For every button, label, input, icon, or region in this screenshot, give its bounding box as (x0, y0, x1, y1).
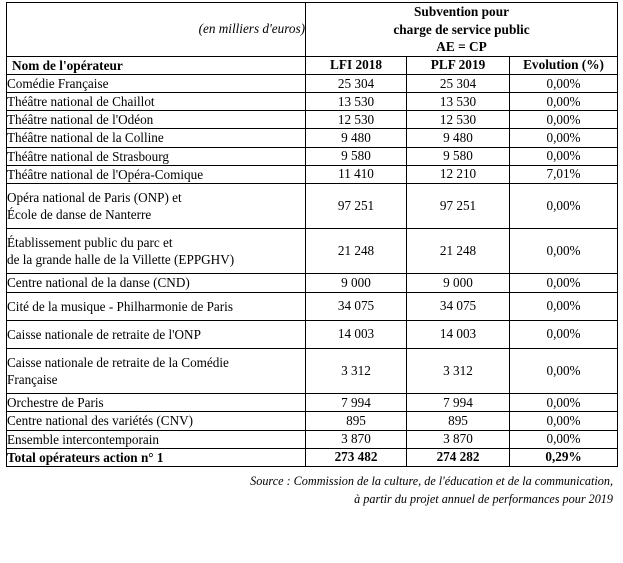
value-evolution: 0,00% (510, 348, 618, 393)
value-lfi: 895 (306, 412, 407, 430)
operator-name (7, 111, 306, 129)
value-evolution: 7,01% (510, 165, 618, 183)
total-plf: 274 282 (407, 448, 510, 466)
table-total-row (7, 448, 618, 466)
operator-name (7, 274, 306, 292)
table-header-row-2 (7, 56, 618, 74)
operator-name-line: Cité de la musique - Philharmonie de Paris (7, 298, 233, 314)
operator-name-line: Théâtre national de la Colline (7, 130, 164, 146)
source-line-2: à partir du projet annuel de performances pour 2019 (354, 491, 613, 506)
operator-name (7, 183, 306, 228)
operator-name-line: Théâtre national de l'Opéra-Comique (7, 166, 204, 182)
operator-name-line: Centre national des variétés (CNV) (7, 413, 194, 429)
value-lfi: 14 003 (306, 320, 407, 348)
value-evolution: 0,00% (510, 147, 618, 165)
subvention-line-3: AE = CP (436, 39, 487, 55)
value-evolution: 0,00% (510, 183, 618, 228)
table-row (7, 274, 618, 292)
value-plf: 3 870 (407, 430, 510, 448)
total-label: Total opérateurs action n° 1 (7, 448, 306, 466)
table-row (7, 183, 618, 228)
operator-name-line: Théâtre national de Strasbourg (7, 148, 169, 164)
column-header-name: Nom de l'opérateur (7, 56, 306, 74)
operator-name-line: Française (7, 372, 58, 388)
operator-name (7, 129, 306, 147)
operator-name-line: Théâtre national de l'Odéon (7, 112, 154, 128)
value-evolution: 0,00% (510, 93, 618, 111)
operator-name-line: Caisse nationale de retraite de la Comédie (7, 354, 229, 370)
value-evolution: 0,00% (510, 430, 618, 448)
table-row (7, 129, 618, 147)
value-evolution: 0,00% (510, 111, 618, 129)
operator-name-line: de la grande halle de la Villette (EPPGHV) (7, 252, 235, 268)
operator-name (7, 165, 306, 183)
value-lfi: 97 251 (306, 183, 407, 228)
value-lfi: 34 075 (306, 292, 407, 320)
value-lfi: 9 580 (306, 147, 407, 165)
table-row (7, 292, 618, 320)
value-plf: 21 248 (407, 229, 510, 274)
value-plf: 9 480 (407, 129, 510, 147)
subvention-line-1: Subvention pour (414, 4, 509, 19)
table-row (7, 229, 618, 274)
source-note (6, 473, 617, 508)
value-evolution: 0,00% (510, 274, 618, 292)
operator-name (7, 93, 306, 111)
value-plf: 34 075 (407, 292, 510, 320)
table-row (7, 348, 618, 393)
value-lfi: 13 530 (306, 93, 407, 111)
table-row (7, 430, 618, 448)
operator-name-line: Ensemble intercontemporain (7, 431, 159, 447)
operator-name (7, 292, 306, 320)
operator-name-line: Caisse nationale de retraite de l'ONP (7, 326, 201, 342)
table-row (7, 74, 618, 92)
source-line-1: Source : Commission de la culture, de l'éducation et de la communication, (250, 473, 613, 488)
value-evolution: 0,00% (510, 129, 618, 147)
value-plf: 7 994 (407, 394, 510, 412)
operator-name (7, 229, 306, 274)
value-plf: 895 (407, 412, 510, 430)
operator-name (7, 394, 306, 412)
table-header-row-1 (7, 3, 618, 57)
table-row (7, 320, 618, 348)
value-plf: 3 312 (407, 348, 510, 393)
value-evolution: 0,00% (510, 292, 618, 320)
value-lfi: 3 312 (306, 348, 407, 393)
value-lfi: 9 480 (306, 129, 407, 147)
table-row (7, 394, 618, 412)
table-row (7, 147, 618, 165)
value-lfi: 11 410 (306, 165, 407, 183)
value-evolution: 0,00% (510, 394, 618, 412)
value-evolution: 0,00% (510, 412, 618, 430)
table-row (7, 93, 618, 111)
operator-name-line: Établissement public du parc et (7, 235, 173, 251)
operators-subsidy-table (6, 2, 618, 467)
value-plf: 9 580 (407, 147, 510, 165)
value-plf: 25 304 (407, 74, 510, 92)
column-header-plf: PLF 2019 (407, 56, 510, 74)
value-evolution: 0,00% (510, 74, 618, 92)
value-lfi: 3 870 (306, 430, 407, 448)
value-lfi: 9 000 (306, 274, 407, 292)
column-header-lfi: LFI 2018 (306, 56, 407, 74)
units-note: (en milliers d'euros) (7, 3, 306, 57)
operator-name-line: Théâtre national de Chaillot (7, 94, 155, 110)
table-row (7, 165, 618, 183)
value-plf: 13 530 (407, 93, 510, 111)
value-plf: 97 251 (407, 183, 510, 228)
value-evolution: 0,00% (510, 320, 618, 348)
value-lfi: 7 994 (306, 394, 407, 412)
value-plf: 12 530 (407, 111, 510, 129)
operator-name-line: École de danse de Nanterre (7, 207, 152, 223)
value-plf: 9 000 (407, 274, 510, 292)
value-plf: 14 003 (407, 320, 510, 348)
operator-name-line: Orchestre de Paris (7, 395, 104, 411)
total-lfi: 273 482 (306, 448, 407, 466)
value-lfi: 25 304 (306, 74, 407, 92)
operator-name-line: Opéra national de Paris (ONP) et (7, 189, 182, 205)
operator-name (7, 348, 306, 393)
value-lfi: 12 530 (306, 111, 407, 129)
operator-name (7, 412, 306, 430)
operator-name (7, 147, 306, 165)
table-row (7, 111, 618, 129)
operator-name (7, 74, 306, 92)
value-lfi: 21 248 (306, 229, 407, 274)
subvention-line-2: charge de service public (393, 21, 530, 37)
value-plf: 12 210 (407, 165, 510, 183)
operator-name (7, 320, 306, 348)
value-evolution: 0,00% (510, 229, 618, 274)
operator-name-line: Comédie Française (7, 75, 109, 91)
column-header-evolution: Evolution (%) (510, 56, 618, 74)
operator-name-line: Centre national de la danse (CND) (7, 275, 190, 291)
subvention-header (306, 3, 618, 57)
operator-name (7, 430, 306, 448)
table-row (7, 412, 618, 430)
total-evolution: 0,29% (510, 448, 618, 466)
